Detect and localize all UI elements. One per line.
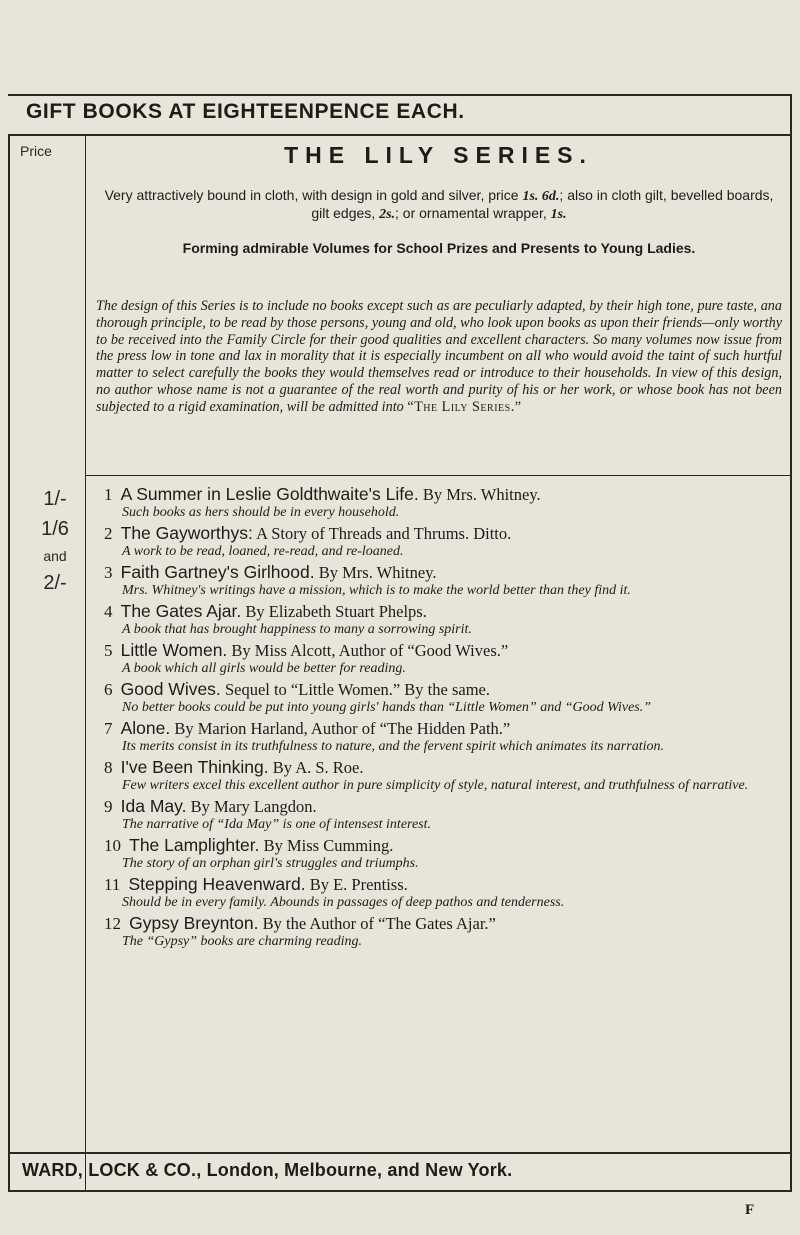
book-author: By A. S. Roe.	[272, 758, 364, 777]
intro-price-1: 1s. 6d.	[522, 189, 560, 204]
list-item	[104, 796, 780, 833]
book-author: By Miss Cumming.	[263, 836, 394, 855]
design-text: The design of this Series is to include no books except such as are peculiarly adapted, by their high tone, pure taste, ana thorough principle, to be read by those persons, young and old, who look upon books as upon their friends—only worthy to be received into the Family Circle for their good qualities and excellent characters. So many volumes now issue from the press low in tone and lax in morality that it is especially incumbent on all who would avoid the taint of such hurtful matter to select carefully the books they would themselves read or introduce to their households. In view of this design, no author whose name is not a guarantee of the real worth and purity of his or her work, or whose book has not been subjected to a rigid examination, will be admitted into	[96, 298, 782, 415]
book-number: 8	[104, 758, 113, 777]
list-item	[104, 562, 780, 599]
price-column-rule	[85, 134, 86, 1192]
book-review: The narrative of “Ida May” is one of intensest interest.	[122, 817, 432, 832]
price-1s6d: 1/6	[41, 518, 69, 540]
list-item	[104, 718, 780, 755]
design-series-name: “The Lily Series.”	[407, 398, 522, 415]
book-review: No better books could be put into young girls' hands than “Little Women” and “Good Wives.”	[122, 700, 652, 715]
binding-description	[98, 187, 780, 223]
intro-price-3: 1s.	[550, 207, 567, 222]
frame-edge	[790, 94, 792, 136]
list-item	[104, 835, 780, 872]
book-review: A book that has brought happiness to many a sorrowing spirit.	[122, 622, 472, 637]
book-number: 10	[104, 836, 121, 855]
book-title: Stepping Heavenward.	[128, 874, 306, 894]
book-number: 9	[104, 797, 113, 816]
book-review: The story of an orphan girl's struggles and triumphs.	[122, 856, 419, 871]
book-review: Should be in every family. Abounds in passages of deep pathos and tenderness.	[122, 895, 565, 910]
book-author: By Mary Langdon.	[190, 797, 317, 816]
book-list	[104, 484, 780, 952]
book-number: 5	[104, 641, 113, 660]
list-item	[104, 601, 780, 638]
signature-mark: F	[745, 1202, 755, 1218]
book-author: A Story of Threads and Thrums. Ditto.	[256, 524, 512, 543]
book-number: 7	[104, 719, 113, 738]
running-head: GIFT BOOKS AT EIGHTEENPENCE EACH.	[26, 100, 465, 123]
book-author: By E. Prentiss.	[309, 875, 408, 894]
intro-text-3: ; or ornamental wrapper,	[395, 205, 547, 221]
intro-text-1: Very attractively bound in cloth, with design in gold and silver, price	[104, 187, 519, 203]
price-options	[30, 484, 80, 598]
book-review: Mrs. Whitney's writings have a mission, which is to make the world better than they find it.	[122, 583, 631, 598]
book-number: 3	[104, 563, 113, 582]
series-title: THE LILY SERIES.	[284, 142, 593, 168]
book-number: 6	[104, 680, 113, 699]
book-title: The Gayworthys:	[120, 523, 253, 543]
book-number: 2	[104, 524, 113, 543]
book-review: Such books as hers should be in every household.	[122, 505, 400, 520]
section-rule	[85, 475, 792, 476]
book-title: The Lamplighter.	[129, 835, 260, 855]
book-number: 4	[104, 602, 113, 621]
list-item	[104, 640, 780, 677]
book-review: The “Gypsy” books are charming reading.	[122, 934, 363, 949]
book-author: Sequel to “Little Women.” By the same.	[224, 680, 490, 699]
series-design-paragraph	[96, 298, 782, 416]
book-number: 12	[104, 914, 121, 933]
price-and: and	[43, 548, 67, 564]
book-author: By Mrs. Whitney.	[422, 485, 541, 504]
book-number: 1	[104, 485, 113, 504]
book-review: Few writers excel this excellent author in pure simplicity of style, natural interest, and truthfulness of narrative.	[122, 778, 749, 793]
book-title: Alone.	[120, 718, 171, 738]
book-review: Its merits consist in its truthfulness to nature, and the fervent spirit which animates its narration.	[122, 739, 664, 754]
book-title: Faith Gartney's Girlhood.	[120, 562, 315, 582]
book-author: By Mrs. Whitney.	[318, 563, 437, 582]
book-title: A Summer in Leslie Goldthwaite's Life.	[120, 484, 419, 504]
book-review: A work to be read, loaned, re-read, and re-loaned.	[122, 544, 404, 559]
list-item	[104, 679, 780, 716]
book-author: By Marion Harland, Author of “The Hidden Path.”	[174, 719, 511, 738]
list-item	[104, 874, 780, 911]
price-1s: 1/-	[43, 488, 67, 510]
list-item	[104, 757, 780, 794]
book-author: By Miss Alcott, Author of “Good Wives.”	[231, 641, 509, 660]
book-author: By the Author of “The Gates Ajar.”	[262, 914, 496, 933]
book-review: A book which all girls would be better for reading.	[122, 661, 406, 676]
footer-rule	[8, 1152, 792, 1154]
book-title: Gypsy Breynton.	[129, 913, 259, 933]
list-item	[104, 523, 780, 560]
intro-text-2: ; also in cloth gilt, bevelled boards, gilt edges,	[311, 187, 774, 221]
book-title: The Gates Ajar.	[120, 601, 242, 621]
series-purpose: Forming admirable Volumes for School Prizes and Presents to Young Ladies.	[182, 240, 696, 256]
book-number: 11	[104, 875, 121, 894]
book-title: I've Been Thinking.	[120, 757, 269, 777]
intro-price-2: 2s.	[379, 207, 396, 222]
price-column-heading: Price	[20, 143, 52, 159]
book-title: Good Wives.	[120, 679, 221, 699]
list-item	[104, 913, 780, 950]
list-item	[104, 484, 780, 521]
book-author: By Elizabeth Stuart Phelps.	[245, 602, 427, 621]
top-rule	[8, 94, 790, 96]
price-2s: 2/-	[43, 572, 67, 594]
publisher-imprint: WARD, LOCK & CO., London, Melbourne, and New York.	[22, 1160, 513, 1180]
book-title: Ida May.	[120, 796, 187, 816]
book-title: Little Women.	[120, 640, 228, 660]
